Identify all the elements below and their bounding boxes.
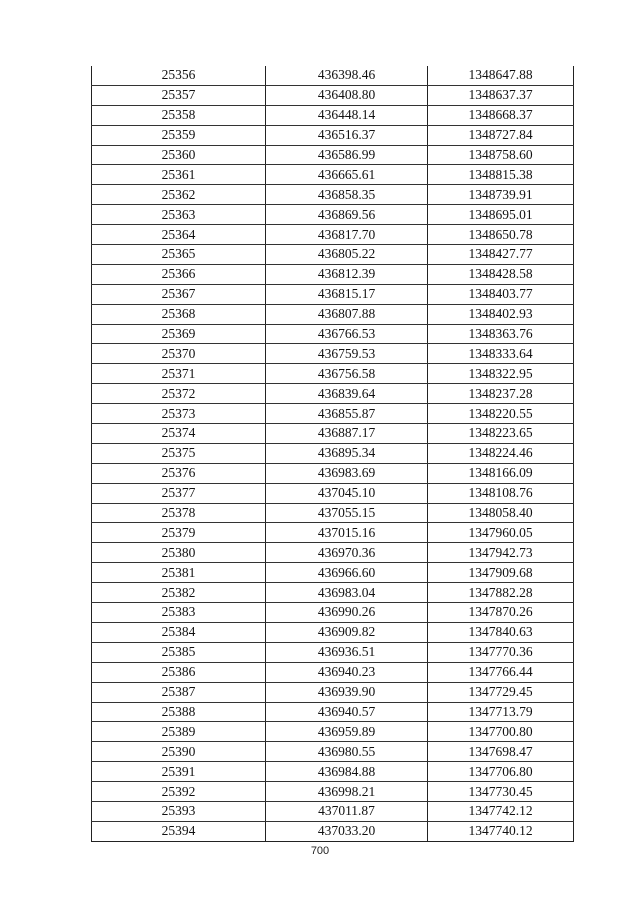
point-id-cell: 25392 [92, 782, 266, 802]
x-coordinate-cell: 436959.89 [266, 722, 428, 742]
y-coordinate-cell: 1348166.09 [428, 463, 574, 483]
point-id-cell: 25365 [92, 245, 266, 265]
point-id-cell: 25390 [92, 742, 266, 762]
table-row [92, 185, 574, 205]
table-row [92, 662, 574, 682]
y-coordinate-cell: 1348223.65 [428, 424, 574, 444]
x-coordinate-cell: 436998.21 [266, 782, 428, 802]
table-row [92, 463, 574, 483]
point-id-cell: 25370 [92, 344, 266, 364]
point-id-cell: 25359 [92, 125, 266, 145]
table-row [92, 245, 574, 265]
point-id-cell: 25378 [92, 503, 266, 523]
y-coordinate-cell: 1348220.55 [428, 404, 574, 424]
x-coordinate-cell: 436812.39 [266, 264, 428, 284]
point-id-cell: 25384 [92, 622, 266, 642]
table-row [92, 304, 574, 324]
x-coordinate-cell: 436983.69 [266, 463, 428, 483]
y-coordinate-cell: 1348403.77 [428, 284, 574, 304]
point-id-cell: 25358 [92, 105, 266, 125]
point-id-cell: 25373 [92, 404, 266, 424]
x-coordinate-cell: 436756.58 [266, 364, 428, 384]
y-coordinate-cell: 1348058.40 [428, 503, 574, 523]
x-coordinate-cell: 436839.64 [266, 384, 428, 404]
point-id-cell: 25388 [92, 702, 266, 722]
y-coordinate-cell: 1347729.45 [428, 682, 574, 702]
table-row [92, 205, 574, 225]
y-coordinate-cell: 1347713.79 [428, 702, 574, 722]
y-coordinate-cell: 1348650.78 [428, 225, 574, 245]
point-id-cell: 25357 [92, 85, 266, 105]
table-row [92, 384, 574, 404]
x-coordinate-cell: 437055.15 [266, 503, 428, 523]
table-row [92, 483, 574, 503]
point-id-cell: 25386 [92, 662, 266, 682]
y-coordinate-cell: 1348637.37 [428, 85, 574, 105]
y-coordinate-cell: 1348322.95 [428, 364, 574, 384]
point-id-cell: 25368 [92, 304, 266, 324]
x-coordinate-cell: 436855.87 [266, 404, 428, 424]
table-row [92, 165, 574, 185]
y-coordinate-cell: 1348727.84 [428, 125, 574, 145]
x-coordinate-cell: 436858.35 [266, 185, 428, 205]
table-row [92, 125, 574, 145]
x-coordinate-cell: 436516.37 [266, 125, 428, 145]
x-coordinate-cell: 436940.57 [266, 702, 428, 722]
table-row [92, 722, 574, 742]
table-row [92, 523, 574, 543]
coordinate-table-body [92, 66, 574, 841]
point-id-cell: 25382 [92, 583, 266, 603]
table-row [92, 642, 574, 662]
table-row [92, 324, 574, 344]
y-coordinate-cell: 1347700.80 [428, 722, 574, 742]
x-coordinate-cell: 436939.90 [266, 682, 428, 702]
point-id-cell: 25391 [92, 762, 266, 782]
point-id-cell: 25376 [92, 463, 266, 483]
y-coordinate-cell: 1347742.12 [428, 801, 574, 821]
point-id-cell: 25377 [92, 483, 266, 503]
table-row [92, 503, 574, 523]
table-row [92, 782, 574, 802]
point-id-cell: 25366 [92, 264, 266, 284]
y-coordinate-cell: 1347730.45 [428, 782, 574, 802]
x-coordinate-cell: 436586.99 [266, 145, 428, 165]
y-coordinate-cell: 1348668.37 [428, 105, 574, 125]
y-coordinate-cell: 1348333.64 [428, 344, 574, 364]
y-coordinate-cell: 1348647.88 [428, 66, 574, 85]
y-coordinate-cell: 1348815.38 [428, 165, 574, 185]
x-coordinate-cell: 437045.10 [266, 483, 428, 503]
y-coordinate-cell: 1347942.73 [428, 543, 574, 563]
x-coordinate-cell: 436766.53 [266, 324, 428, 344]
y-coordinate-cell: 1348427.77 [428, 245, 574, 265]
point-id-cell: 25393 [92, 801, 266, 821]
x-coordinate-cell: 436807.88 [266, 304, 428, 324]
y-coordinate-cell: 1347740.12 [428, 821, 574, 841]
table-row [92, 225, 574, 245]
table-row [92, 424, 574, 444]
table-row [92, 682, 574, 702]
y-coordinate-cell: 1348224.46 [428, 443, 574, 463]
table-row [92, 702, 574, 722]
table-row [92, 66, 574, 85]
point-id-cell: 25385 [92, 642, 266, 662]
table-row [92, 801, 574, 821]
y-coordinate-cell: 1347766.44 [428, 662, 574, 682]
point-id-cell: 25361 [92, 165, 266, 185]
point-id-cell: 25371 [92, 364, 266, 384]
point-id-cell: 25383 [92, 603, 266, 623]
x-coordinate-cell: 436398.46 [266, 66, 428, 85]
x-coordinate-cell: 436869.56 [266, 205, 428, 225]
table-row [92, 344, 574, 364]
x-coordinate-cell: 436665.61 [266, 165, 428, 185]
point-id-cell: 25360 [92, 145, 266, 165]
point-id-cell: 25369 [92, 324, 266, 344]
x-coordinate-cell: 436805.22 [266, 245, 428, 265]
table-row [92, 622, 574, 642]
table-row [92, 105, 574, 125]
x-coordinate-cell: 436815.17 [266, 284, 428, 304]
point-id-cell: 25364 [92, 225, 266, 245]
x-coordinate-cell: 436980.55 [266, 742, 428, 762]
x-coordinate-cell: 436448.14 [266, 105, 428, 125]
point-id-cell: 25356 [92, 66, 266, 85]
table-row [92, 742, 574, 762]
x-coordinate-cell: 436909.82 [266, 622, 428, 642]
x-coordinate-cell: 436990.26 [266, 603, 428, 623]
point-id-cell: 25381 [92, 563, 266, 583]
table-row [92, 443, 574, 463]
y-coordinate-cell: 1347870.26 [428, 603, 574, 623]
point-id-cell: 25375 [92, 443, 266, 463]
y-coordinate-cell: 1348695.01 [428, 205, 574, 225]
x-coordinate-cell: 437033.20 [266, 821, 428, 841]
x-coordinate-cell: 436895.34 [266, 443, 428, 463]
y-coordinate-cell: 1348363.76 [428, 324, 574, 344]
table-row [92, 583, 574, 603]
y-coordinate-cell: 1347882.28 [428, 583, 574, 603]
table-row [92, 563, 574, 583]
point-id-cell: 25372 [92, 384, 266, 404]
y-coordinate-cell: 1347698.47 [428, 742, 574, 762]
table-row [92, 603, 574, 623]
x-coordinate-cell: 436970.36 [266, 543, 428, 563]
y-coordinate-cell: 1348739.91 [428, 185, 574, 205]
point-id-cell: 25387 [92, 682, 266, 702]
x-coordinate-cell: 436408.80 [266, 85, 428, 105]
y-coordinate-cell: 1347909.68 [428, 563, 574, 583]
y-coordinate-cell: 1348237.28 [428, 384, 574, 404]
y-coordinate-cell: 1348758.60 [428, 145, 574, 165]
x-coordinate-cell: 436759.53 [266, 344, 428, 364]
table-row [92, 85, 574, 105]
point-id-cell: 25363 [92, 205, 266, 225]
x-coordinate-cell: 436887.17 [266, 424, 428, 444]
table-row [92, 364, 574, 384]
point-id-cell: 25367 [92, 284, 266, 304]
point-id-cell: 25394 [92, 821, 266, 841]
y-coordinate-cell: 1347960.05 [428, 523, 574, 543]
x-coordinate-cell: 436984.88 [266, 762, 428, 782]
table-row [92, 404, 574, 424]
table-row [92, 145, 574, 165]
point-id-cell: 25362 [92, 185, 266, 205]
x-coordinate-cell: 436936.51 [266, 642, 428, 662]
table-row [92, 264, 574, 284]
table-row [92, 821, 574, 841]
x-coordinate-cell: 436966.60 [266, 563, 428, 583]
x-coordinate-cell: 437015.16 [266, 523, 428, 543]
table-row [92, 762, 574, 782]
point-id-cell: 25380 [92, 543, 266, 563]
x-coordinate-cell: 437011.87 [266, 801, 428, 821]
y-coordinate-cell: 1347840.63 [428, 622, 574, 642]
x-coordinate-cell: 436983.04 [266, 583, 428, 603]
y-coordinate-cell: 1347706.80 [428, 762, 574, 782]
point-id-cell: 25374 [92, 424, 266, 444]
y-coordinate-cell: 1347770.36 [428, 642, 574, 662]
table-row [92, 284, 574, 304]
y-coordinate-cell: 1348402.93 [428, 304, 574, 324]
x-coordinate-cell: 436817.70 [266, 225, 428, 245]
y-coordinate-cell: 1348108.76 [428, 483, 574, 503]
page-number: 700 [310, 845, 330, 857]
coordinate-table [91, 66, 574, 842]
x-coordinate-cell: 436940.23 [266, 662, 428, 682]
table-row [92, 543, 574, 563]
point-id-cell: 25389 [92, 722, 266, 742]
point-id-cell: 25379 [92, 523, 266, 543]
y-coordinate-cell: 1348428.58 [428, 264, 574, 284]
